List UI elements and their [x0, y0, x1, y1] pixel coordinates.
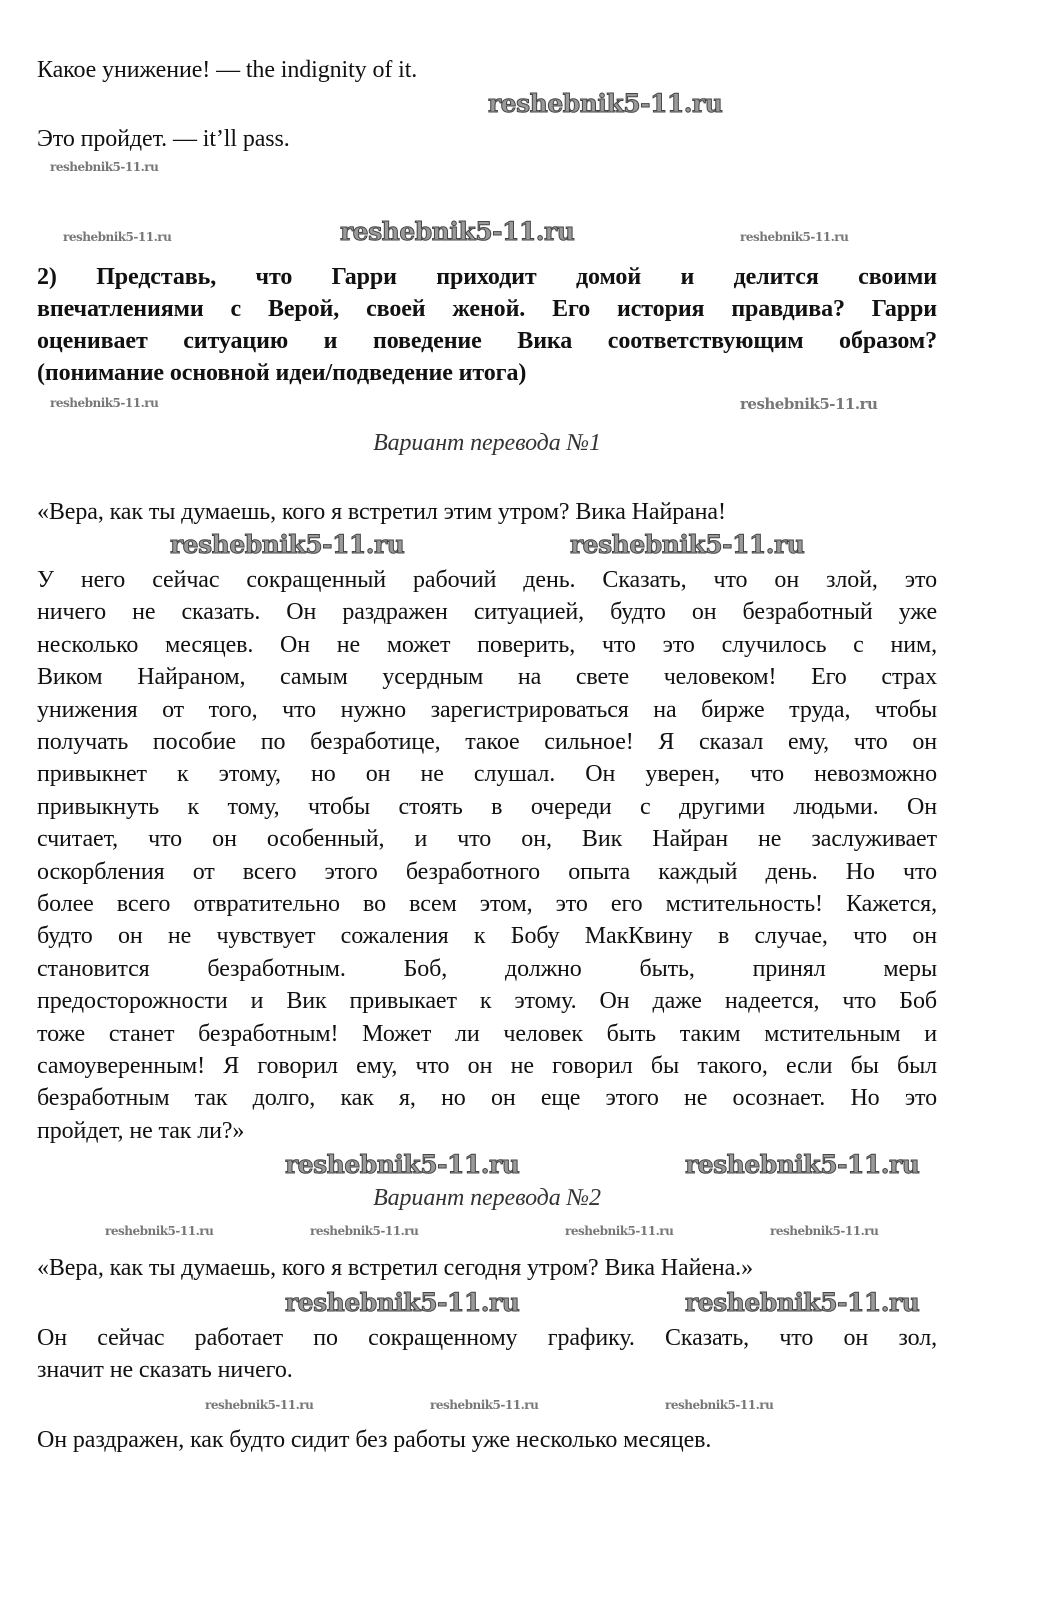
- variant1-quote: «Вера, как ты думаешь, кого я встретил этим утром? Вика Найрана!: [37, 499, 726, 525]
- variant1-line: предосторожности и Вик привыкает к этому. Он даже надеется, что Боб: [37, 988, 937, 1015]
- watermark: reshebnik5-11.ru: [285, 1288, 520, 1317]
- variant2-title: Вариант перевода №2: [373, 1185, 601, 1211]
- watermark: reshebnik5-11.ru: [50, 396, 159, 410]
- variant2-line: Он сейчас работает по сокращенному графику. Сказать, что он зол,: [37, 1325, 937, 1351]
- watermark: reshebnik5-11.ru: [565, 1224, 674, 1238]
- watermark: reshebnik5-11.ru: [740, 230, 849, 244]
- watermark: reshebnik5-11.ru: [310, 1224, 419, 1238]
- variant2-last-line: Он раздражен, как будто сидит без работы уже несколько месяцев.: [37, 1427, 712, 1453]
- task-line: впечатлениями с Верой, своей женой. Его история правдива? Гарри: [37, 296, 937, 322]
- watermark: reshebnik5-11.ru: [105, 1224, 214, 1238]
- task-line: (понимание основной идеи/подведение итога): [37, 360, 527, 386]
- variant2-line: значит не сказать ничего.: [37, 1357, 293, 1383]
- variant1-line: привыкнуть к тому, чтобы стоять в очереди с другими людьми. Он: [37, 793, 937, 820]
- watermark: reshebnik5-11.ru: [430, 1398, 539, 1412]
- variant1-line: безработным так долго, как я, но он еще этого не осознает. Но это: [37, 1085, 937, 1112]
- watermark: reshebnik5-11.ru: [740, 395, 878, 413]
- watermark: reshebnik5-11.ru: [770, 1224, 879, 1238]
- variant1-line: тоже станет безработным! Может ли человек быть таким мстительным и: [37, 1020, 937, 1047]
- variant1-line: будто он не чувствует сожаления к Бобу МакКвину в случае, что он: [37, 923, 937, 950]
- variant1-title: Вариант перевода №1: [373, 430, 601, 456]
- watermark: reshebnik5-11.ru: [340, 217, 575, 246]
- watermark: reshebnik5-11.ru: [685, 1288, 920, 1317]
- variant1-line: ничего не сказать. Он раздражен ситуацией, будто он безработный уже: [37, 599, 937, 626]
- variant1-line: унижения от того, что нужно зарегистрироваться на бирже труда, чтобы: [37, 696, 937, 723]
- variant1-line: Виком Найраном, самым усердным на свете человеком! Его страх: [37, 664, 937, 691]
- variant1-line: более всего отвратительно во всем этом, это его мстительность! Кажется,: [37, 891, 937, 917]
- watermark: reshebnik5-11.ru: [50, 160, 159, 174]
- watermark: reshebnik5-11.ru: [685, 1150, 920, 1179]
- watermark: reshebnik5-11.ru: [170, 530, 405, 559]
- variant2-quote: «Вера, как ты думаешь, кого я встретил сегодня утром? Вика Найена.»: [37, 1255, 753, 1281]
- watermark: reshebnik5-11.ru: [488, 89, 723, 118]
- vocab-line: Какое унижение! — the indignity of it.: [37, 57, 418, 83]
- watermark: reshebnik5-11.ru: [665, 1398, 774, 1412]
- variant1-line: получать пособие по безработице, такое сильное! Я сказал ему, что он: [37, 729, 937, 755]
- vocab-line: Это пройдет. — it’ll pass.: [37, 126, 290, 152]
- variant1-line: самоуверенным! Я говорил ему, что он не говорил бы такого, если бы был: [37, 1053, 937, 1079]
- task-line: оценивает ситуацию и поведение Вика соответствующим образом?: [37, 328, 937, 354]
- variant1-line: оскорбления от всего этого безработного опыта каждый день. Но что: [37, 858, 937, 885]
- variant1-line: несколько месяцев. Он не может поверить, что это случилось с ним,: [37, 631, 937, 658]
- task-line: 2) Представь, что Гарри приходит домой и делится своими: [37, 264, 937, 290]
- watermark: reshebnik5-11.ru: [205, 1398, 314, 1412]
- variant1-line: считает, что он особенный, и что он, Вик Найран не заслуживает: [37, 826, 937, 853]
- watermark: reshebnik5-11.ru: [570, 530, 805, 559]
- variant1-line: пройдет, не так ли?»: [37, 1117, 245, 1144]
- variant1-line: привыкнет к этому, но он не слушал. Он уверен, что невозможно: [37, 761, 937, 788]
- watermark: reshebnik5-11.ru: [63, 230, 172, 244]
- watermark: reshebnik5-11.ru: [285, 1150, 520, 1179]
- variant1-line: У него сейчас сокращенный рабочий день. Сказать, что он злой, это: [37, 567, 937, 593]
- variant1-line: становится безработным. Боб, должно быть, принял меры: [37, 955, 937, 982]
